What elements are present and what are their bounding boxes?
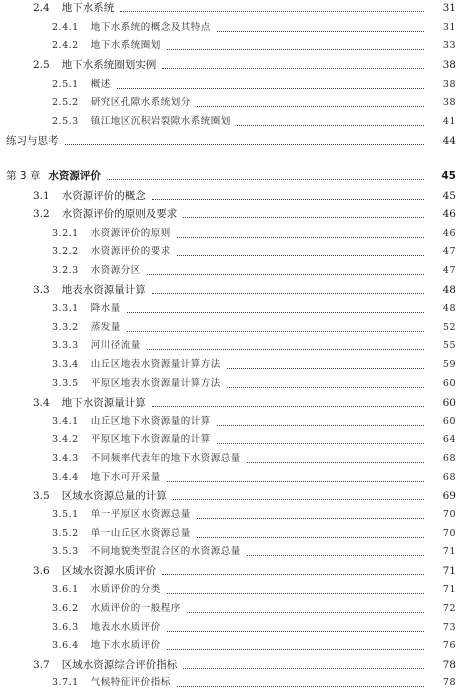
toc-entry-page: 55 — [442, 340, 456, 351]
dot-leader — [152, 198, 424, 200]
dot-leader — [177, 685, 424, 687]
toc-entry-number: 2.4 — [33, 2, 50, 14]
toc-entry-number: 3.3.4 — [52, 359, 79, 370]
toc-entry-page: 71 — [442, 584, 456, 595]
toc-entry-number: 第 3 章 — [6, 170, 41, 182]
toc-entry-number: 3.6.4 — [52, 640, 79, 651]
toc-entry-number: 3.6.1 — [52, 584, 79, 595]
dot-leader — [177, 254, 424, 256]
toc-entry-page: 38 — [442, 97, 456, 108]
toc-entry — [0, 132, 470, 150]
toc-entry — [0, 205, 470, 223]
toc-entry — [0, 450, 470, 468]
toc-entry-title: 地下水系统圈划 — [90, 40, 161, 51]
dot-leader — [65, 143, 425, 145]
toc-entry-page: 70 — [442, 509, 456, 520]
dot-leader — [167, 648, 424, 650]
toc-entry-page: 69 — [442, 490, 456, 502]
dot-leader — [167, 480, 424, 482]
toc-entry-number: 3.3.5 — [52, 378, 79, 389]
dot-leader — [127, 330, 424, 332]
toc-entry-title: 练习与思考 — [6, 135, 59, 147]
toc-entry — [0, 487, 470, 505]
toc-entry-page: 59 — [442, 359, 456, 370]
toc-entry-number: 3.4.4 — [52, 472, 79, 483]
toc-entry-number: 3.6 — [33, 565, 50, 577]
dot-leader — [227, 367, 424, 369]
toc-entry-title: 蒸发量 — [90, 322, 121, 333]
toc-entry — [0, 262, 470, 280]
toc-entry-page: 46 — [442, 208, 456, 220]
dot-leader — [152, 405, 424, 407]
toc-entry — [0, 76, 470, 94]
toc-entry-page: 72 — [442, 603, 456, 614]
toc-entry-title: 水资源评价的概念 — [61, 190, 146, 202]
dot-leader — [197, 517, 424, 519]
dot-leader — [217, 442, 424, 444]
toc-entry — [0, 525, 470, 543]
toc-entry — [0, 56, 470, 74]
toc-entry-number: 2.5.2 — [52, 97, 79, 108]
toc-entry-page: 31 — [442, 22, 456, 33]
toc-entry-number: 3.4.1 — [52, 416, 79, 427]
toc-entry-title: 地表水水质评价 — [90, 622, 161, 633]
toc-entry — [0, 356, 470, 374]
toc-entry-page: 45 — [442, 190, 456, 202]
toc-entry — [0, 375, 470, 393]
dot-leader — [217, 424, 424, 426]
toc-entry-number: 2.4.2 — [52, 40, 79, 51]
dot-leader — [117, 87, 424, 89]
toc-entry-page: 71 — [442, 546, 456, 557]
toc-entry-title: 单一平原区水资源总量 — [90, 509, 191, 520]
dot-leader — [162, 573, 424, 575]
toc-entry-title: 地下水资源量计算 — [61, 397, 146, 409]
toc-entry-title: 水质评价的一般程序 — [90, 603, 181, 614]
toc-entry-page: 45 — [441, 170, 456, 182]
toc-entry-title: 单一山丘区水资源总量 — [90, 528, 191, 539]
toc-entry-page: 60 — [442, 378, 456, 389]
dot-leader — [183, 216, 424, 218]
toc-entry-number: 3.5.3 — [52, 546, 79, 557]
toc-entry-title: 水质评价的分类 — [90, 584, 161, 595]
toc-entry-number: 3.3.2 — [52, 322, 79, 333]
toc-entry — [0, 469, 470, 487]
dot-leader — [167, 592, 424, 594]
toc-entry-title: 平原区地下水资源量的计算 — [90, 434, 211, 445]
toc-entry-title: 山丘区地下水资源量的计算 — [90, 416, 211, 427]
toc-entry — [0, 637, 470, 655]
toc-entry-page: 48 — [442, 303, 456, 314]
toc-entry-title: 不同频率代表年的地下水资源总量 — [90, 453, 241, 464]
dot-leader — [247, 554, 424, 556]
toc-entry-number: 3.3 — [33, 284, 50, 296]
dot-leader — [107, 178, 424, 180]
toc-entry — [0, 581, 470, 599]
toc-entry-title: 不同地貌类型混合区的水资源总量 — [90, 546, 241, 557]
toc-entry-number: 3.2.1 — [52, 228, 79, 239]
toc-entry-number: 3.3.1 — [52, 303, 79, 314]
toc-entry-page: 48 — [442, 284, 456, 296]
toc-entry-title: 山丘区地表水资源量计算方法 — [90, 359, 221, 370]
dot-leader — [197, 105, 424, 107]
toc-entry-title: 镇江地区沉积岩裂隙水系统圈划 — [90, 116, 231, 127]
toc-entry-number: 2.5 — [33, 59, 50, 71]
dot-leader — [197, 536, 424, 538]
toc-entry — [0, 619, 470, 637]
toc-entry — [0, 300, 470, 318]
dot-leader — [237, 124, 424, 126]
dot-leader — [247, 461, 424, 463]
toc-entry — [0, 337, 470, 355]
toc-entry — [0, 319, 470, 337]
toc-entry-number: 3.2.3 — [52, 265, 79, 276]
toc-entry — [0, 413, 470, 431]
toc-entry-number: 3.5.1 — [52, 509, 79, 520]
toc-entry-page: 73 — [442, 622, 456, 633]
toc-entry — [0, 562, 470, 580]
dot-leader — [147, 348, 424, 350]
toc-entry-title: 水资源评价 — [48, 170, 101, 182]
toc-entry — [0, 394, 470, 412]
dot-leader — [177, 236, 424, 238]
toc-entry-title: 区域水资源水质评价 — [61, 565, 157, 577]
dot-leader — [167, 630, 424, 632]
toc-entry-page: 47 — [442, 265, 456, 276]
toc-entry-page: 78 — [442, 659, 456, 671]
toc-entry-number: 2.5.3 — [52, 116, 79, 127]
toc-entry-number: 3.5 — [33, 490, 50, 502]
dot-leader — [167, 48, 424, 50]
toc-entry-page: 38 — [442, 59, 456, 71]
toc-entry-title: 水资源评价的要求 — [90, 246, 171, 257]
toc-entry-number: 3.6.2 — [52, 603, 79, 614]
dot-leader — [162, 67, 424, 69]
toc-entry-title: 河川径流量 — [90, 340, 141, 351]
toc-entry-title: 水资源分区 — [90, 265, 141, 276]
dot-leader — [147, 273, 424, 275]
toc-entry-number: 3.2.2 — [52, 246, 79, 257]
toc-entry-page: 38 — [442, 79, 456, 90]
toc-entry-page: 33 — [442, 40, 456, 51]
dot-leader — [227, 386, 424, 388]
toc-entry — [0, 0, 470, 17]
toc-entry-page: 76 — [442, 640, 456, 651]
toc-entry-number: 3.4.2 — [52, 434, 79, 445]
toc-entry-number: 3.1 — [33, 190, 50, 202]
toc-entry-page: 52 — [442, 322, 456, 333]
toc-entry-title: 气候特征评价指标 — [90, 677, 171, 688]
toc-entry — [0, 674, 470, 692]
toc-entry-page: 41 — [442, 116, 456, 127]
toc-entry-number: 3.3.3 — [52, 340, 79, 351]
toc-entry-number: 2.4.1 — [52, 22, 79, 33]
toc-entry-title: 概述 — [90, 79, 111, 90]
dot-leader — [173, 498, 424, 500]
toc-entry-title: 研究区孔隙水系统划分 — [90, 97, 191, 108]
toc-entry-title: 降水量 — [90, 303, 121, 314]
toc-entry-title: 平原区地表水资源量计算方法 — [90, 378, 221, 389]
toc-entry-title: 地下水系统 — [61, 2, 115, 14]
toc-entry — [0, 600, 470, 618]
toc-entry-page: 60 — [442, 416, 456, 427]
toc-entry-page: 60 — [442, 397, 456, 409]
toc-entry-number: 3.2 — [33, 208, 50, 220]
toc-entry-title: 区域水资源总量的计算 — [61, 490, 167, 502]
toc-entry — [0, 431, 470, 449]
toc-entry — [0, 543, 470, 561]
toc-entry-page: 71 — [442, 565, 456, 577]
toc-entry-title: 地下水水质评价 — [90, 640, 161, 651]
dot-leader — [152, 292, 424, 294]
toc-entry-page: 64 — [442, 434, 456, 445]
toc-entry-number: 3.7.1 — [52, 677, 79, 688]
toc-entry — [0, 281, 470, 299]
toc-entry-page: 44 — [442, 135, 456, 147]
toc-entry-page: 68 — [442, 472, 456, 483]
toc-entry — [0, 187, 470, 205]
toc-entry — [0, 225, 470, 243]
toc-entry-title: 区域水资源综合评价指标 — [61, 659, 178, 671]
toc-entry — [0, 506, 470, 524]
dot-leader — [187, 611, 424, 613]
toc-entry-title: 地下水可开采量 — [90, 472, 161, 483]
toc-entry — [0, 37, 470, 55]
dot-leader — [183, 667, 424, 669]
toc-entry-page: 31 — [442, 2, 456, 14]
toc-entry-page: 78 — [442, 677, 456, 688]
toc-entry-number: 3.5.2 — [52, 528, 79, 539]
toc-entry-page: 70 — [442, 528, 456, 539]
toc-entry-number: 3.6.3 — [52, 622, 79, 633]
toc-entry — [0, 656, 470, 674]
toc-entry-title: 水资源评价的原则 — [90, 228, 171, 239]
toc-entry-number: 3.4 — [33, 397, 50, 409]
dot-leader — [127, 311, 424, 313]
toc-entry-number: 2.5.1 — [52, 79, 79, 90]
toc-entry-page: 46 — [442, 228, 456, 239]
dot-leader — [120, 10, 424, 12]
toc-entry-title: 地下水系统圈划实例 — [61, 59, 157, 71]
toc-entry-page: 68 — [442, 453, 456, 464]
toc-entry — [0, 243, 470, 261]
toc-entry — [0, 19, 470, 37]
toc-entry-page: 47 — [442, 246, 456, 257]
dot-leader — [217, 30, 424, 32]
toc-entry-title: 地表水资源量计算 — [61, 284, 146, 296]
toc-entry-number: 3.7 — [33, 659, 50, 671]
toc-entry-title: 地下水系统的概念及其特点 — [90, 22, 211, 33]
toc-entry — [0, 167, 470, 185]
toc-entry-number: 3.4.3 — [52, 453, 79, 464]
toc-entry — [0, 113, 470, 131]
toc-entry-title: 水资源评价的原则及要求 — [61, 208, 178, 220]
toc-entry — [0, 94, 470, 112]
